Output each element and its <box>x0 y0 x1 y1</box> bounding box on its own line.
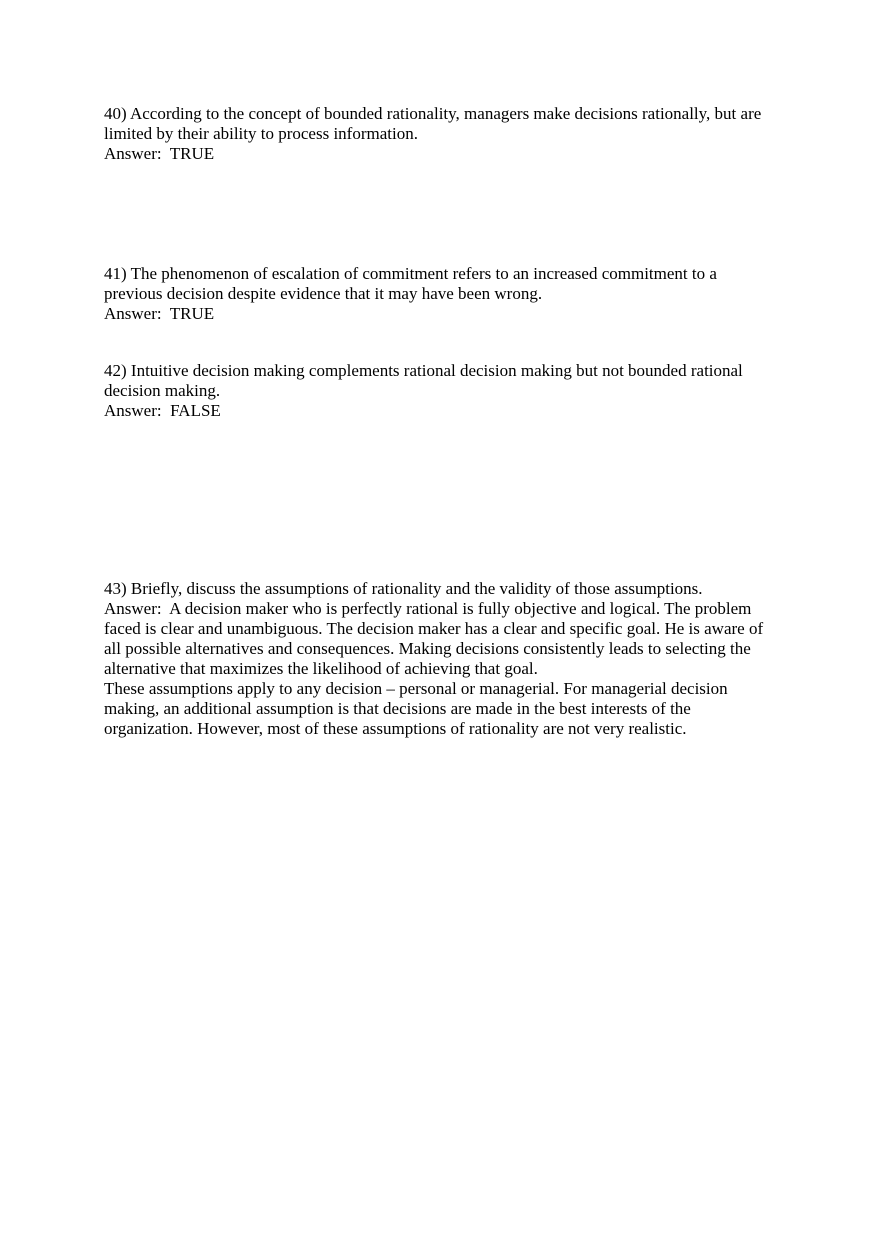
question-43-answer-line-6: making, an additional assumption is that decisions are made in the best interests of the <box>104 699 691 718</box>
question-42-line-2: decision making. <box>104 381 221 400</box>
question-41-answer: Answer: TRUE <box>104 304 215 323</box>
question-43-line-1: 43) Briefly, discuss the assumptions of rationality and the validity of those assumptions. <box>104 579 703 598</box>
question-41-line-2: previous decision despite evidence that it may have been wrong. <box>104 284 543 303</box>
question-43 <box>104 579 794 739</box>
question-42-line-1: 42) Intuitive decision making complements rational decision making but not bounded rational <box>104 361 743 380</box>
question-43-answer-line-2: faced is clear and unambiguous. The decision maker has a clear and specific goal. He is aware of <box>104 619 764 638</box>
question-43-answer-line-5: These assumptions apply to any decision – personal or managerial. For managerial decision <box>104 679 728 698</box>
question-43-answer-line-1: Answer: A decision maker who is perfectly rational is fully objective and logical. The problem <box>104 599 752 618</box>
question-40-line-2: limited by their ability to process information. <box>104 124 418 143</box>
question-40 <box>104 104 794 164</box>
question-43-answer-line-7: organization. However, most of these assumptions of rationality are not very realistic. <box>104 719 687 738</box>
question-41 <box>104 264 794 324</box>
question-43-answer-line-4: alternative that maximizes the likelihood of achieving that goal. <box>104 659 538 678</box>
question-41-line-1: 41) The phenomenon of escalation of commitment refers to an increased commitment to a <box>104 264 717 283</box>
question-40-answer: Answer: TRUE <box>104 144 215 163</box>
question-42-answer: Answer: FALSE <box>104 401 221 420</box>
question-42 <box>104 361 794 421</box>
question-43-answer-line-3: all possible alternatives and consequences. Making decisions consistently leads to selecting the <box>104 639 751 658</box>
question-40-line-1: 40) According to the concept of bounded rationality, managers make decisions rationally, but are <box>104 104 762 123</box>
